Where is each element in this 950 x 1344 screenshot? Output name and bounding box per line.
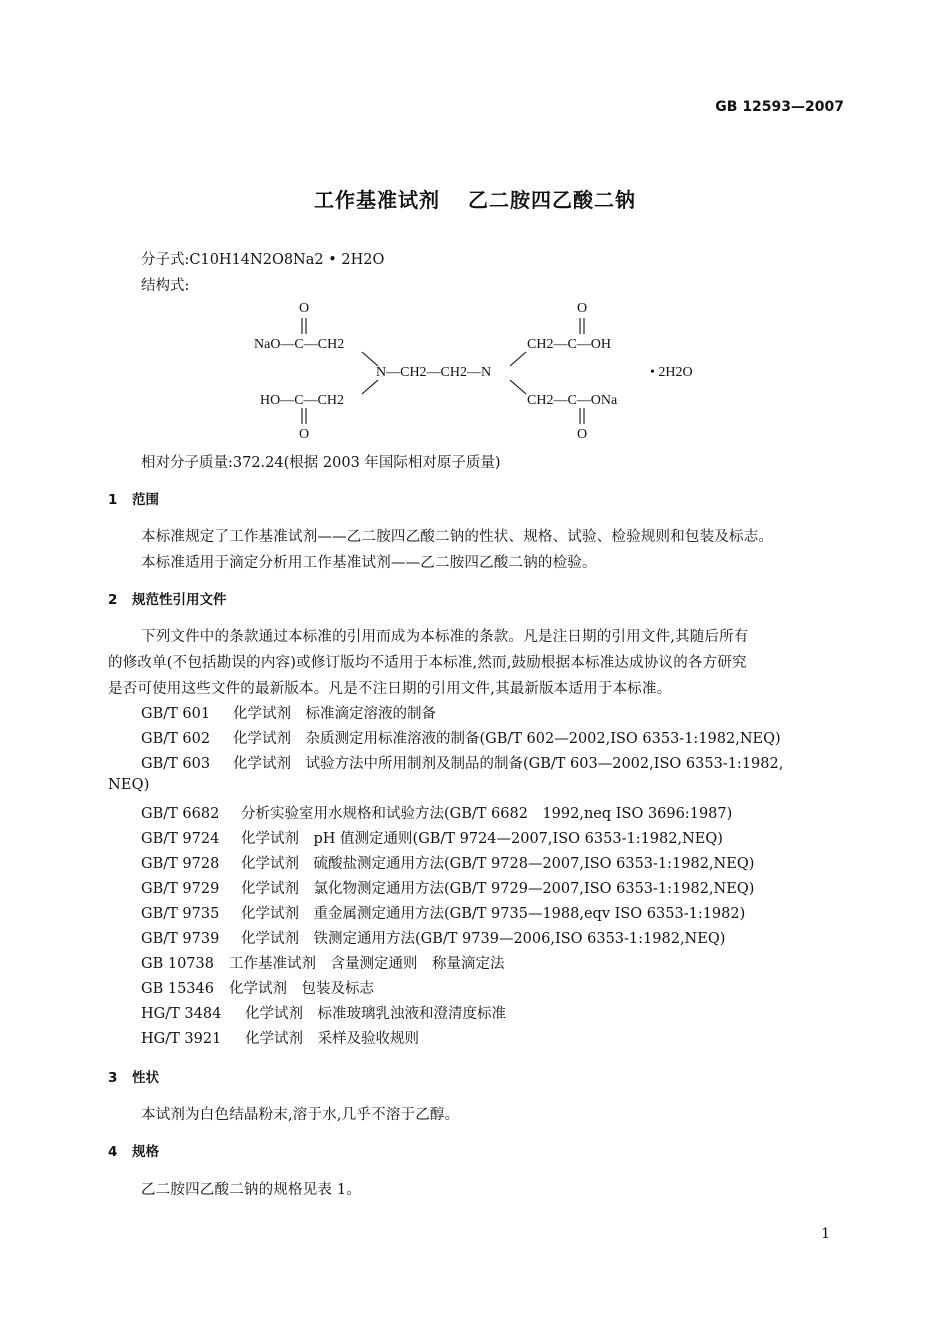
reference-text: 化学试剂 铁测定通用方法(GB/T 9739—2006,ISO 6353-1:1982,NEQ) [241,931,726,947]
reference-item [141,852,754,873]
reference-code: GB/T 9729 [141,881,220,897]
document-title [0,184,950,213]
reference-continuation: NEQ) [108,777,150,793]
oxygen-top-left: O [298,301,310,316]
title-part1: 工作基准试剂 [314,188,440,212]
formula-text: C10H14N2O8Na2 • 2H2O [189,252,385,268]
reference-code: HG/T 3921 [141,1031,222,1047]
formula-label: 分子式: [141,252,190,268]
hydrate-label: • 2H2O [650,365,693,380]
reference-item [141,1027,419,1048]
reference-item [141,752,783,773]
group-bottom-left: HO—C—CH2 [260,393,345,408]
section-number: 1 [108,492,118,508]
reference-text: 化学试剂 杂质测定用标准溶液的制备(GB/T 602—2002,ISO 6353-1:1982,NEQ) [233,731,781,747]
paragraph: 本标准规定了工作基准试剂——乙二胺四乙酸二钠的性状、规格、试验、检验规则和包装及标志。 [141,529,774,545]
oxygen-top-right: O [576,301,588,316]
reference-item [141,927,725,948]
structural-formula [240,296,720,444]
molar-mass: 相对分子质量:372.24(根据 2003 年国际相对原子质量) [141,455,501,471]
section-title: 性状 [132,1070,159,1086]
reference-item [141,952,505,973]
oxygen-bottom-left: O [298,427,310,442]
section-heading-scope [108,488,159,508]
reference-item [141,877,754,898]
reference-item [141,977,374,998]
reference-code: GB/T 9739 [141,931,220,947]
reference-text: 化学试剂 pH 值测定通则(GB/T 9724—2007,ISO 6353-1:1982,NEQ) [241,831,723,847]
structure-label: 结构式: [141,278,190,294]
group-top-right: CH2—C—OH [527,337,612,352]
paragraph: 本标准适用于滴定分析用工作基准试剂——乙二胺四乙酸二钠的检验。 [141,555,597,571]
reference-text: 化学试剂 重金属测定通用方法(GB/T 9735—1988,eqv ISO 6353-1:1982) [241,906,746,922]
reference-code: GB/T 602 [141,731,211,747]
reference-code: GB/T 9728 [141,856,220,872]
group-bottom-right: CH2—C—ONa [527,393,618,408]
section-heading-specifications [108,1140,159,1160]
reference-text: 化学试剂 氯化物测定通用方法(GB/T 9729—2007,ISO 6353-1:1982,NEQ) [241,881,755,897]
group-top-left: NaO—C—CH2 [254,337,345,352]
reference-text: 化学试剂 标准玻璃乳浊液和澄清度标准 [245,1006,506,1022]
reference-code: GB/T 603 [141,756,211,772]
reference-code: GB/T 9724 [141,831,220,847]
molecular-formula [141,248,384,269]
section-heading-properties [108,1066,159,1086]
reference-text: 分析实验室用水规格和试验方法(GB/T 6682 1992,neq ISO 3696:1987) [241,806,733,822]
section-title: 规范性引用文件 [132,592,227,608]
reference-code: GB 10738 [141,956,214,972]
reference-item [141,702,436,723]
paragraph: 本试剂为白色结晶粉末,溶于水,几乎不溶于乙醇。 [141,1107,460,1123]
reference-item [141,902,745,923]
paragraph: 下列文件中的条款通过本标准的引用而成为本标准的条款。凡是注日期的引用文件,其随后所有 [141,629,749,645]
reference-text: 工作基准试剂 含量测定通则 称量滴定法 [229,956,505,972]
section-title: 范围 [132,492,159,508]
paragraph: 是否可使用这些文件的最新版本。凡是不注日期的引用文件,其最新版本适用于本标准。 [108,681,672,697]
page-number: 1 [821,1226,830,1242]
title-part2: 乙二胺四乙酸二钠 [468,188,636,212]
section-heading-normative-references [108,588,227,608]
reference-text: 化学试剂 采样及验收规则 [245,1031,419,1047]
group-center: N—CH2—CH2—N [376,365,492,380]
reference-text: 化学试剂 标准滴定溶液的制备 [233,706,436,722]
reference-code: GB/T 6682 [141,806,220,822]
paragraph: 乙二胺四乙酸二钠的规格见表 1。 [141,1182,362,1198]
reference-text: 化学试剂 硫酸盐测定通用方法(GB/T 9728—2007,ISO 6353-1:1982,NEQ) [241,856,755,872]
reference-code: HG/T 3484 [141,1006,222,1022]
paragraph: 的修改单(不包括勘误的内容)或修订版均不适用于本标准,然而,鼓励根据本标准达成协议的各方研究 [108,655,747,671]
standard-number: GB 12593—2007 [715,99,844,115]
section-title: 规格 [132,1144,159,1160]
section-number: 3 [108,1070,118,1086]
reference-text: 化学试剂 试验方法中所用制剂及制品的制备(GB/T 603—2002,ISO 6353-1:1982, [233,756,784,772]
reference-text: 化学试剂 包装及标志 [229,981,374,997]
reference-code: GB 15346 [141,981,214,997]
reference-code: GB/T 9735 [141,906,220,922]
reference-item [141,727,781,748]
oxygen-bottom-right: O [576,427,588,442]
section-number: 4 [108,1144,118,1160]
reference-item [141,1002,506,1023]
reference-item [141,802,732,823]
reference-code: GB/T 601 [141,706,211,722]
section-number: 2 [108,592,118,608]
reference-item [141,827,723,848]
